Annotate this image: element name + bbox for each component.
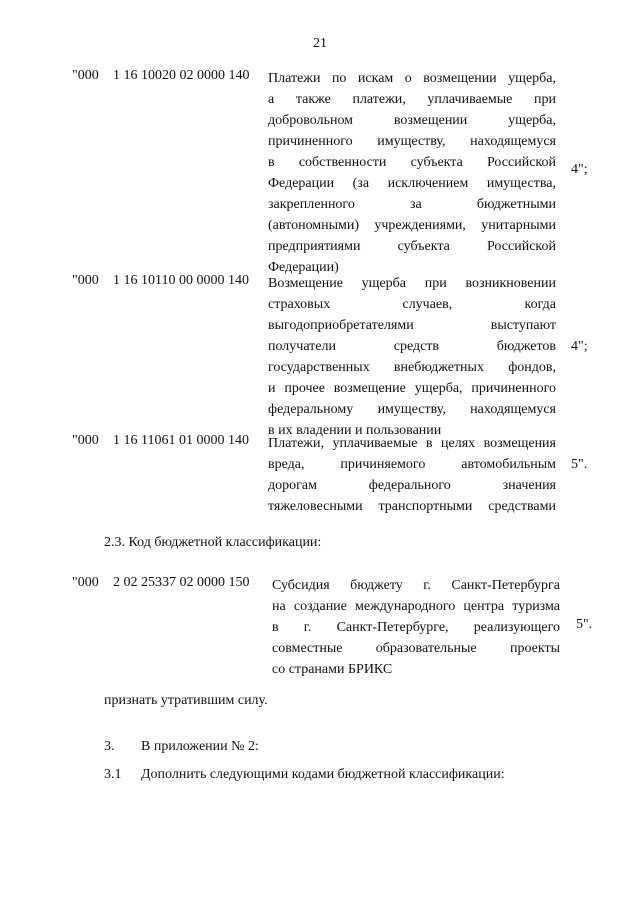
description-line: федеральному имуществу, находящемуся (268, 402, 556, 417)
entry-suffix: 5". (571, 457, 588, 472)
entry-suffix: 5". (576, 617, 593, 632)
description-line: страховых случаев, когда (268, 297, 556, 312)
entry-prefix: "000 (72, 433, 99, 448)
description-line: в г. Санкт-Петербурге, реализующего (272, 620, 560, 635)
description-line: (автономными) учреждениями, унитарными (268, 218, 556, 233)
description-line: получатели средств бюджетов (268, 339, 556, 354)
entry-prefix: "000 (72, 575, 99, 590)
entry-suffix: 4"; (571, 339, 588, 354)
description-line: Возмещение ущерба при возникновении (268, 276, 556, 291)
description-line: Федерации (за исключением имущества, (268, 176, 556, 191)
description-line: Федерации) (268, 260, 339, 275)
description-line: добровольном возмещении ущерба, (268, 113, 556, 128)
description-line: Платежи, уплачиваемые в целях возмещения (268, 436, 556, 451)
description-line: предприятиями субъекта Российской (268, 239, 556, 254)
description-line: а также платежи, уплачиваемые при (268, 92, 556, 107)
invalidate-text: признать утратившим силу. (104, 693, 268, 708)
description-line: вреда, причиняемого автомобильным (268, 457, 556, 472)
description-line: со странами БРИКС (272, 662, 393, 677)
entry-description (272, 575, 560, 680)
entry-prefix: "000 (72, 273, 99, 288)
description-line: Платежи по искам о возмещении ущерба, (268, 71, 556, 86)
entry-description (268, 68, 556, 278)
description-line: дорогам федерального значения (268, 478, 556, 493)
description-line: Субсидия бюджету г. Санкт-Петербурга (272, 578, 560, 593)
entry-prefix: "000 (72, 68, 99, 83)
entry-description (268, 433, 556, 517)
description-line: закрепленного за бюджетными (268, 197, 556, 212)
description-line: и прочее возмещение ущерба, причиненного (268, 381, 556, 396)
entry-suffix: 4"; (571, 162, 588, 177)
page-number: 21 (313, 36, 327, 51)
entry-code: 1 16 11061 01 0000 140 (113, 433, 249, 448)
description-line: выгодоприобретателями выступают (268, 318, 556, 333)
description-line: на создание международного центра туризма (272, 599, 560, 614)
description-line: в их владении и пользовании (268, 423, 442, 438)
item-text: В приложении № 2: (141, 739, 259, 754)
description-line: государственных внебюджетных фондов, (268, 360, 556, 375)
item-number: 3.1 (104, 767, 122, 782)
description-line: причиненного имуществу, находящемуся (268, 134, 556, 149)
entry-code: 1 16 10020 02 0000 140 (113, 68, 250, 83)
item-number: 3. (104, 739, 115, 754)
entry-code: 1 16 10110 00 0000 140 (113, 273, 249, 288)
section-heading: 2.3. Код бюджетной классификации: (104, 535, 322, 550)
item-text: Дополнить следующими кодами бюджетной классификации: (141, 767, 505, 782)
description-line: совместные образовательные проекты (272, 641, 560, 656)
description-line: в собственности субъекта Российской (268, 155, 556, 170)
description-line: тяжеловесными транспортными средствами (268, 499, 556, 514)
entry-code: 2 02 25337 02 0000 150 (113, 575, 250, 590)
entry-description (268, 273, 556, 441)
